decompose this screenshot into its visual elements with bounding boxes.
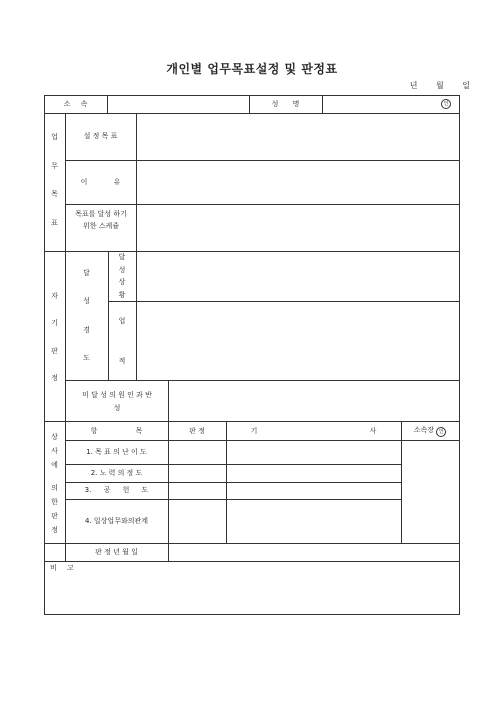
status-char: 황 [118, 290, 126, 299]
rule [168, 421, 169, 562]
goal-side-char: 무 [51, 161, 58, 170]
rule [65, 464, 401, 465]
work-char: 적 [118, 357, 126, 365]
criteria-contribution: 3. 공 헌 도 [84, 486, 149, 494]
status-char: 성 [118, 265, 126, 274]
remarks-label: 비 고 [50, 564, 74, 572]
self-side-char: 정 [51, 373, 58, 382]
rule [44, 543, 459, 544]
header-item: 항 목 [90, 427, 143, 435]
achievement-char: 도 [83, 353, 90, 362]
rule [65, 482, 401, 483]
achievement-char: 성 [83, 297, 90, 306]
superior-side-char: 에 [51, 460, 58, 469]
rule [107, 95, 108, 114]
rule [401, 421, 402, 544]
superior-side-char: 사 [51, 446, 58, 455]
rule [168, 380, 169, 422]
work-char: 업 [118, 317, 126, 325]
superior-side-char: 한 [51, 498, 58, 507]
superior-side-label [44, 432, 65, 535]
non-achievement-label: 미 달 성 의 원 인 과 반 성 [82, 391, 152, 412]
superior-side-char: 의 [51, 484, 58, 493]
header-note: 기 사 [250, 427, 377, 435]
affiliation-label: 소 속 [63, 100, 88, 108]
date-month: 월 [435, 81, 444, 90]
header-head [401, 425, 459, 436]
rule [226, 421, 227, 544]
criteria-routine: 4. 일상업무와의관계 [85, 517, 148, 525]
header-head-text: 소속장 [413, 426, 435, 434]
goal-side-char: 표 [51, 218, 58, 227]
goal-side-label [44, 132, 65, 228]
criteria-effort: 2. 노 력 의 정 도 [90, 469, 143, 477]
superior-side-char: 상 [51, 433, 58, 441]
date-year: 년 [409, 81, 418, 90]
achievement-degree-label [65, 268, 108, 363]
goal-side-char: 목 [51, 190, 58, 199]
rule [65, 499, 401, 500]
status-char: 상 [118, 278, 126, 287]
date-line [410, 80, 470, 91]
page-title: 개인별 업무목표설정 및 판정표 [166, 62, 338, 76]
achievement-char: 달 [83, 269, 90, 277]
name-label: 성 명 [271, 100, 300, 108]
rule [44, 421, 459, 422]
achievement-char: 경 [83, 325, 90, 334]
date-day: 일 [462, 81, 470, 90]
rule [136, 113, 137, 252]
header-judgment: 판 정 [189, 427, 205, 435]
rule [44, 561, 459, 562]
rule [108, 301, 459, 302]
self-side-char: 판 [51, 346, 58, 355]
rule [44, 251, 459, 252]
rule [322, 95, 323, 114]
seal-mark: 인 [441, 99, 451, 109]
goal-side-char: 업 [51, 133, 58, 141]
rule [65, 204, 459, 205]
work-label [108, 316, 136, 366]
rule [65, 160, 459, 161]
goal-set-label: 설 정 목 표 [83, 132, 118, 140]
self-side-label [44, 291, 65, 383]
goal-schedule-label: 목표를 달성 하기 위한 스케쥴 [75, 210, 127, 230]
self-side-char: 자 [51, 292, 58, 300]
rule [65, 440, 459, 441]
goal-reason-label: 이 유 [80, 178, 121, 186]
status-char: 달 [118, 253, 126, 261]
self-side-char: 기 [51, 319, 58, 328]
judgment-date-label: 판 정 년 월 일 [95, 548, 138, 556]
rule [65, 380, 459, 381]
superior-side-char: 정 [51, 525, 58, 534]
status-label [108, 252, 136, 300]
rule [136, 251, 137, 381]
superior-side-char: 판 [51, 512, 58, 521]
criteria-difficulty: 1. 목 표 의 난 이 도 [86, 448, 147, 456]
seal-mark: 인 [436, 427, 446, 437]
